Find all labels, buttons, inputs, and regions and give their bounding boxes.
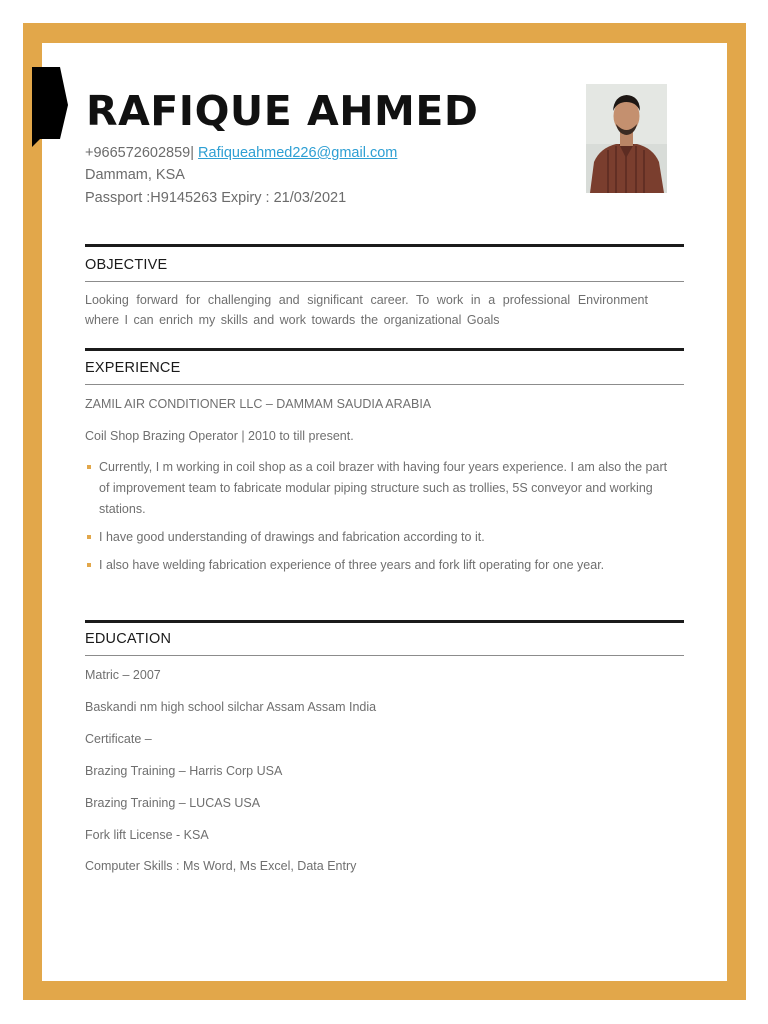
objective-top-rule	[85, 244, 684, 247]
experience-top-rule	[85, 348, 684, 351]
education-line: Brazing Training – LUCAS USA	[85, 796, 261, 810]
passport-info: Passport :H9145263 Expiry : 21/03/2021	[85, 190, 347, 206]
education-top-rule	[85, 620, 684, 623]
objective-heading: OBJECTIVE	[85, 257, 168, 273]
bullet-text: I also have welding fabrication experience of three years and fork lift operating for one year.	[99, 558, 605, 572]
contact-line	[85, 143, 565, 163]
education-line: Baskandi nm high school silchar Assam Assam India	[85, 700, 377, 714]
experience-underline	[85, 384, 684, 385]
location: Dammam, KSA	[85, 167, 185, 183]
bullet-icon	[87, 535, 91, 539]
profile-photo	[586, 84, 667, 193]
bullet-icon	[87, 563, 91, 567]
education-heading: EDUCATION	[85, 631, 172, 647]
bullet-icon	[87, 465, 91, 469]
education-line: Certificate –	[85, 732, 152, 746]
education-line: Brazing Training – Harris Corp USA	[85, 764, 283, 778]
experience-heading: EXPERIENCE	[85, 360, 181, 376]
bullet-text: Currently, I m working in coil shop as a coil brazer with having four years experience. I am also the part of improvement team to fabricate modular piping structure such as trollies, 5S conveyor and working stations.	[99, 460, 668, 516]
objective-underline	[85, 281, 684, 282]
company-name: ZAMIL AIR CONDITIONER LLC – DAMMAM SAUDIA ARABIA	[85, 397, 432, 411]
email-link[interactable]: Rafiqueahmed226@gmail.com	[198, 145, 398, 161]
bullet-text: I have good understanding of drawings and fabrication according to it.	[99, 530, 485, 544]
education-underline	[85, 655, 684, 656]
job-role: Coil Shop Brazing Operator | 2010 to till present.	[85, 429, 354, 443]
list-item	[85, 457, 675, 520]
education-line: Matric – 2007	[85, 668, 161, 682]
education-line: Fork lift License - KSA	[85, 828, 209, 842]
experience-bullets	[85, 457, 675, 583]
list-item	[85, 527, 675, 548]
candidate-name: RAFIQUE AHMED	[86, 87, 479, 135]
header-tab-marker	[32, 67, 68, 147]
phone-number: +966572602859|	[85, 145, 195, 161]
list-item	[85, 555, 675, 576]
education-line: Computer Skills : Ms Word, Ms Excel, Data Entry	[85, 859, 357, 873]
objective-text: Looking forward for challenging and significant career. To work in a professional Environment where I can enrich my skills and work towards the organizational Goals	[85, 293, 648, 327]
